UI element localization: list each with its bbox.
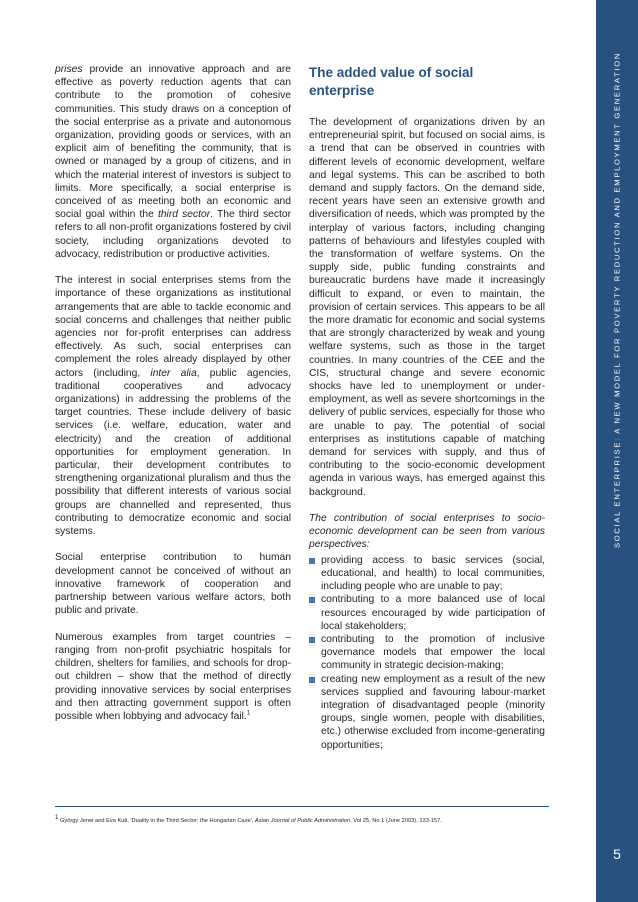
text-run: The interest in social enterprises stems from the importance of these organizations as institutional arrangements that are able to tackle economic and social concerns and challenges that neither public agencies nor for-profit enterprises can address effectively. As such, social enterprises can complement the roles already displayed by other actors (including, [55, 275, 291, 379]
list-item [309, 554, 545, 594]
journal-title: Asian Journal of Public Administration [254, 818, 351, 824]
text-run: Numerous examples from target countries – ranging from non-profit psychiatric hospitals for children, shelters for families, and schools for drop-out children – show that the method of directly providing innovative services by social enterprises and then attracting government support is often possible when lobbying and advocacy fail. [55, 631, 291, 722]
right-paragraph-1: The development of organizations driven by an entrepreneurial spirit, but focused on social aims, is a trend that can be observed in countries with different levels of economic development, welfare and legal systems. This can be ascribed to both demand and supply factors. On the demand side, recent years have seen an extensive growth and diversification of needs, which was prompted by the interplay of various factors, including changing patterns of behaviours and lifestyles coupled with the transformation of welfare systems. On the supply side, public funding constraints and bureaucratic burdens have made it increasingly difficult to expand, or even to maintain, the provision of certain services. This appears to be all the more dramatic for economic and social systems that are strongly characterized by weak and young welfare systems, such as those in the target countries. In many countries of the CEE and the CIS, structural change and severe economic shocks have led to unemployment or under-employment, as well as severe shortcomings in the delivery of public services, especially for those who are unable to pay. The potential of social enterprises as institutions capable of matching demand for services with supply, and thus of contributing to the socio-economic development agenda in various ways, has emerged against this background. [309, 117, 545, 498]
section-heading: The added value of social enterprise [309, 65, 474, 98]
list-item-text: creating new employment as a result of the new services supplied and favouring labour-market integration of disadvantaged people (minority groups, single women, people with disabilities, etc.) otherwise excluded from income-generating opportunities; [321, 673, 545, 751]
list-item-text: contributing to the promotion of inclusive governance models that empower the local community in strategic decision-making; [321, 633, 545, 672]
square-bullet-icon [309, 677, 315, 683]
left-paragraph-1 [55, 63, 291, 261]
footnote-divider [55, 806, 549, 807]
left-paragraph-2 [55, 274, 291, 538]
list-item [309, 593, 545, 633]
footnote [55, 817, 575, 825]
italic-intro: The contribution of social enterprises to socio-economic development can be seen from various perspectives: [309, 513, 545, 551]
list-item-text: contributing to a more balanced use of local resources encouraged by wide participation of local stakeholders; [321, 594, 545, 632]
text-run: provide an innovative approach and are effective as poverty reduction agents that can contribute to the promotion of cohesive communities. This study draws on a conception of the social enterprise as a private and autonomous organization, providing goods or services, with an explicit aim of benefiting the community, that is owned or managed by a group of citizens, and in which the material interest of investors is subject to limits. More specifically, a social enterprise is conceived of as meeting both an economic and social goal within the [55, 64, 291, 221]
list-item [309, 633, 545, 673]
right-column [309, 64, 545, 752]
italic-term: inter alia [150, 367, 197, 379]
square-bullet-icon [309, 597, 315, 603]
text-run: , public agencies, traditional cooperatives and advocacy organizations) in addressing the problems of the target countries. These include delivery of basic services (i.e. welfare, education, water and electricity) and the creation of additional opportunities for employment generation. In particular, their development contributes to strengthening organizational pluralism and thus the possibility that different interests of various social groups are channelled and represented, thus contributing to democratize economic and social systems. [55, 367, 291, 538]
footnote-ref[interactable]: 1 [246, 710, 251, 717]
left-column [55, 63, 291, 736]
running-title: SOCIAL ENTERPRISE: A NEW MODEL FOR POVERTY REDUCTION AND EMPLOYMENT GENERATION [612, 51, 622, 549]
left-paragraph-3: Social enterprise contribution to human development cannot be conceived of without an innovative framework of cooperation and partnership between various welfare actors, both public and private. [55, 552, 291, 617]
page-number: 5 [613, 846, 621, 862]
text-run: . The third sector refers to all non-profit organizations fostered by civil society, including organizations devoted to advocacy, redistribution or productive activities. [55, 209, 291, 260]
list-item [309, 673, 545, 752]
left-paragraph-4 [55, 631, 291, 723]
bullet-list [309, 554, 545, 752]
square-bullet-icon [309, 637, 315, 643]
text-run: György Jenei and Eva Kuti, 'Duality in the Third Sector: the Hungarian Case', [59, 818, 255, 824]
bullet-intro [309, 512, 545, 552]
italic-lead: prises [55, 64, 83, 75]
italic-term: third sector [157, 209, 211, 221]
square-bullet-icon [309, 558, 315, 564]
list-item-text: providing access to basic services (social, educational, and health) to local communities, including people who are unable to pay; [321, 554, 545, 593]
text-run: , Vol 25, No 1 (June 2003), 133-157. [350, 818, 442, 824]
footnote-number: 1 [55, 815, 59, 822]
